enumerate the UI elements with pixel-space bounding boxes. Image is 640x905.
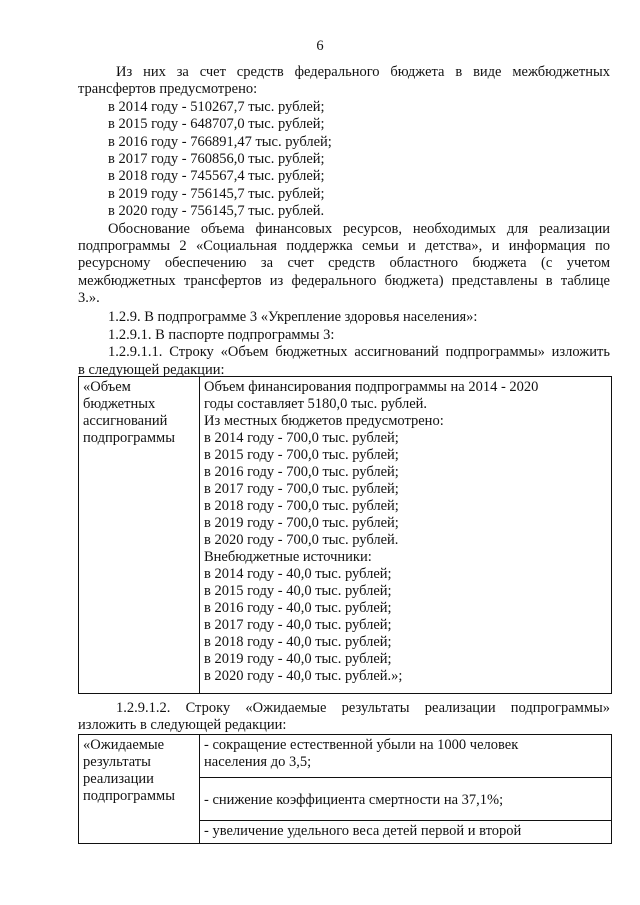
justification-line: 3.». (78, 290, 100, 307)
table-content-cell (200, 377, 612, 694)
table-content-line: в 2018 году - 40,0 тыс. рублей; (204, 634, 392, 650)
table-content-line: в 2018 году - 700,0 тыс. рублей; (204, 498, 399, 514)
table-label-line: подпрограммы (83, 788, 175, 804)
table-content-line: в 2017 году - 700,0 тыс. рублей; (204, 481, 399, 497)
table-content-line: в 2020 году - 700,0 тыс. рублей. (204, 532, 399, 548)
result-item-line: - снижение коэффициента смертности на 37,1%; (204, 792, 504, 808)
section-heading: 1.2.9.1. В паспорте подпрограммы 3: (108, 326, 335, 343)
results-section-heading (78, 700, 610, 735)
table-content-line: Объем финансирования подпрограммы на 2014 - 2020 (204, 379, 539, 395)
table-label-line: подпрограммы (83, 430, 175, 446)
justification-line: подпрограммы 2 «Социальная поддержка семьи и детства», и информация по (78, 237, 610, 254)
federal-year-line: в 2015 году - 648707,0 тыс. рублей; (108, 116, 325, 133)
table-content-line: годы составляет 5180,0 тыс. рублей. (204, 396, 428, 412)
table-content-line: в 2019 году - 40,0 тыс. рублей; (204, 651, 392, 667)
table-content-line: Из местных бюджетов предусмотрено: (204, 413, 444, 429)
page-number: 6 (316, 38, 324, 54)
justification-line: Обоснование объема финансовых ресурсов, необходимых для реализации (108, 220, 610, 237)
table-label-line: реализации (83, 771, 154, 787)
federal-year-line: в 2018 году - 745567,4 тыс. рублей; (108, 168, 325, 185)
section-heading: изложить в следующей редакции: (78, 717, 287, 734)
federal-year-line: в 2020 году - 756145,7 тыс. рублей. (108, 203, 325, 220)
table-content-line: в 2019 году - 700,0 тыс. рублей; (204, 515, 399, 531)
table-label-cell (79, 735, 200, 844)
result-item-line: - увеличение удельного веса детей первой и второй (204, 823, 522, 839)
budget-table (78, 376, 612, 694)
federal-year-line: в 2017 году - 760856,0 тыс. рублей; (108, 150, 325, 167)
federal-year-line: в 2019 году - 756145,7 тыс. рублей; (108, 185, 325, 202)
section-heading: в следующей редакции: (78, 361, 225, 378)
table-label-line: «Ожидаемые (83, 737, 165, 753)
table-content-line: в 2017 году - 40,0 тыс. рублей; (204, 617, 392, 633)
table-label-line: «Объем (83, 379, 131, 395)
justification-line: ресурсному обеспечению за счет средств областного бюджета (с учетом (78, 255, 610, 272)
table-content-line: в 2014 году - 40,0 тыс. рублей; (204, 566, 392, 582)
paragraph-line: трансфертов предусмотрено: (78, 81, 258, 98)
section-heading: 1.2.9.1.1. Строку «Объем бюджетных ассигнований подпрограммы» изложить (108, 344, 610, 361)
table-label-cell (79, 377, 200, 694)
table-content-line: в 2016 году - 700,0 тыс. рублей; (204, 464, 399, 480)
table-content-line: в 2015 году - 700,0 тыс. рублей; (204, 447, 399, 463)
federal-funding-block (78, 64, 610, 379)
justification-line: межбюджетных трансфертов из федерального бюджета) представлены в таблице (78, 272, 610, 289)
table-content-line: в 2016 году - 40,0 тыс. рублей; (204, 600, 392, 616)
table-content-line: Внебюджетные источники: (204, 549, 372, 565)
result-item-cell (200, 778, 612, 821)
result-item-line: населения до 3,5; (204, 754, 312, 770)
result-item-cell (200, 821, 612, 844)
table-label-line: бюджетных (83, 396, 156, 412)
table-label-line: результаты (83, 754, 151, 770)
table-label-line: ассигнований (83, 413, 168, 429)
table-content-line: в 2020 году - 40,0 тыс. рублей.»; (204, 668, 403, 684)
section-heading: 1.2.9.1.2. Строку «Ожидаемые результаты реализации подпрограммы» (116, 700, 610, 716)
results-table (78, 734, 612, 844)
table-content-line: в 2014 году - 700,0 тыс. рублей; (204, 430, 399, 446)
result-item-line: - сокращение естественной убыли на 1000 человек (204, 737, 519, 753)
paragraph-line: Из них за счет средств федерального бюджета в виде межбюджетных (116, 64, 610, 80)
table-content-line: в 2015 году - 40,0 тыс. рублей; (204, 583, 392, 599)
federal-year-line: в 2016 году - 766891,47 тыс. рублей; (108, 133, 332, 150)
federal-year-line: в 2014 году - 510267,7 тыс. рублей; (108, 98, 325, 115)
result-item-cell (200, 735, 612, 778)
section-heading: 1.2.9. В подпрограмме 3 «Укрепление здоровья населения»: (108, 309, 478, 326)
